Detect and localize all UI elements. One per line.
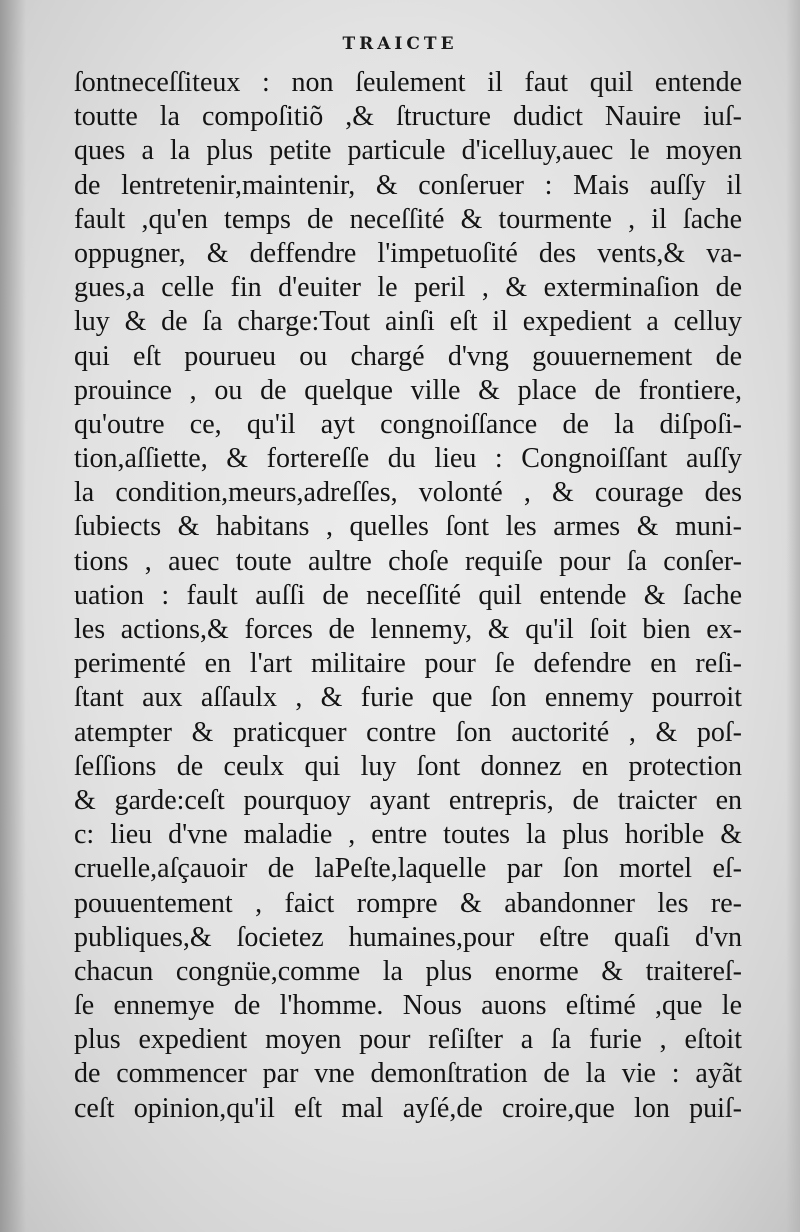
text-line: prouince , ou de quelque ville & place de frontiere, (74, 374, 742, 406)
text-line: oppugner, & deffendre l'impetuoſité des vents,& va- (74, 237, 742, 269)
text-line: luy & de ſa charge:Tout ainſi eſt il expedient a celluy (74, 306, 742, 338)
text-line: les actions,& forces de lennemy, & qu'il ſoit bien ex- (74, 614, 742, 645)
text-line: toutte la compoſitiõ ,& ſtructure dudict Nauire iuſ- (74, 101, 742, 133)
text-line: plus expedient moyen pour reſiſter a ſa furie , eſtoit (74, 1024, 742, 1056)
text-line: perimenté en l'art militaire pour ſe defendre en reſi- (74, 648, 742, 680)
text-line: tion,aſſiette, & forterеſſe du lieu : Congnoiſſant auſſy (74, 443, 742, 475)
text-line: ſubiects & habitans , quelles ſont les armes & muni- (74, 511, 742, 543)
text-line: qui eſt pourueu ou chargé d'vng gouuernement de (74, 340, 742, 372)
text-line: la condition,meurs,adreſſes, volonté , & courage des (74, 477, 742, 509)
running-head: TRAICTE (342, 34, 458, 54)
text-line: cruelle,aſçauoir de laPeſte,laquelle par ſon mortel eſ- (74, 853, 742, 885)
text-line: atempter & praticquer contre ſon auctorité , & poſ- (74, 716, 742, 748)
text-line: ſontneceſſiteux : non ſeulement il faut quil entende (74, 67, 742, 98)
text-line: ſe ennemye de l'homme. Nous auons eſtimé ,que le (74, 990, 742, 1022)
text-line: gues,a celle fin d'euiter le peril , & exterminaſion de (74, 272, 742, 304)
text-line: chacun congnüe,comme la plus enorme & traitereſ- (74, 955, 742, 987)
text-line: de commencer par vne demonſtration de la vie : ayãt (74, 1058, 742, 1090)
text-line: qu'outre ce, qu'il ayt congnoiſſance de la diſpoſi- (74, 408, 742, 440)
text-line: ques a la plus petite particule d'icelluy,auec le moyen (74, 135, 742, 167)
text-line: ſeſſions de ceulx qui luy ſont donnez en protection (74, 750, 742, 782)
text-block (74, 66, 742, 1126)
text-line: ceſt opinion,qu'il eſt mal ayſé,de croire,que lon puiſ- (74, 1092, 742, 1124)
text-line: de lentretenir,maintenir, & conſeruer : Mais auſſy il (74, 169, 742, 201)
text-line: tions , auec toute aultre choſe requiſe pour ſa conſer- (74, 545, 742, 577)
text-line: & garde:ceſt pourquoy ayant entrepris, de traicter en (74, 784, 742, 816)
text-line: uation : fault auſſi de neceſſité quil entende & ſache (74, 579, 742, 611)
text-line: pouuentement , faict rompre & abandonner les re- (74, 887, 742, 919)
text-line: fault ,qu'en temps de neceſſité & tourmente , il ſache (74, 203, 742, 235)
text-line: publiques,& ſocietez humaines,pour eſtre quaſi d'vn (74, 921, 742, 953)
text-line: c: lieu d'vne maladie , entre toutes la plus horible & (74, 819, 742, 851)
text-line: ſtant aux aſſaulx , & furie que ſon ennemy pourroit (74, 682, 742, 714)
